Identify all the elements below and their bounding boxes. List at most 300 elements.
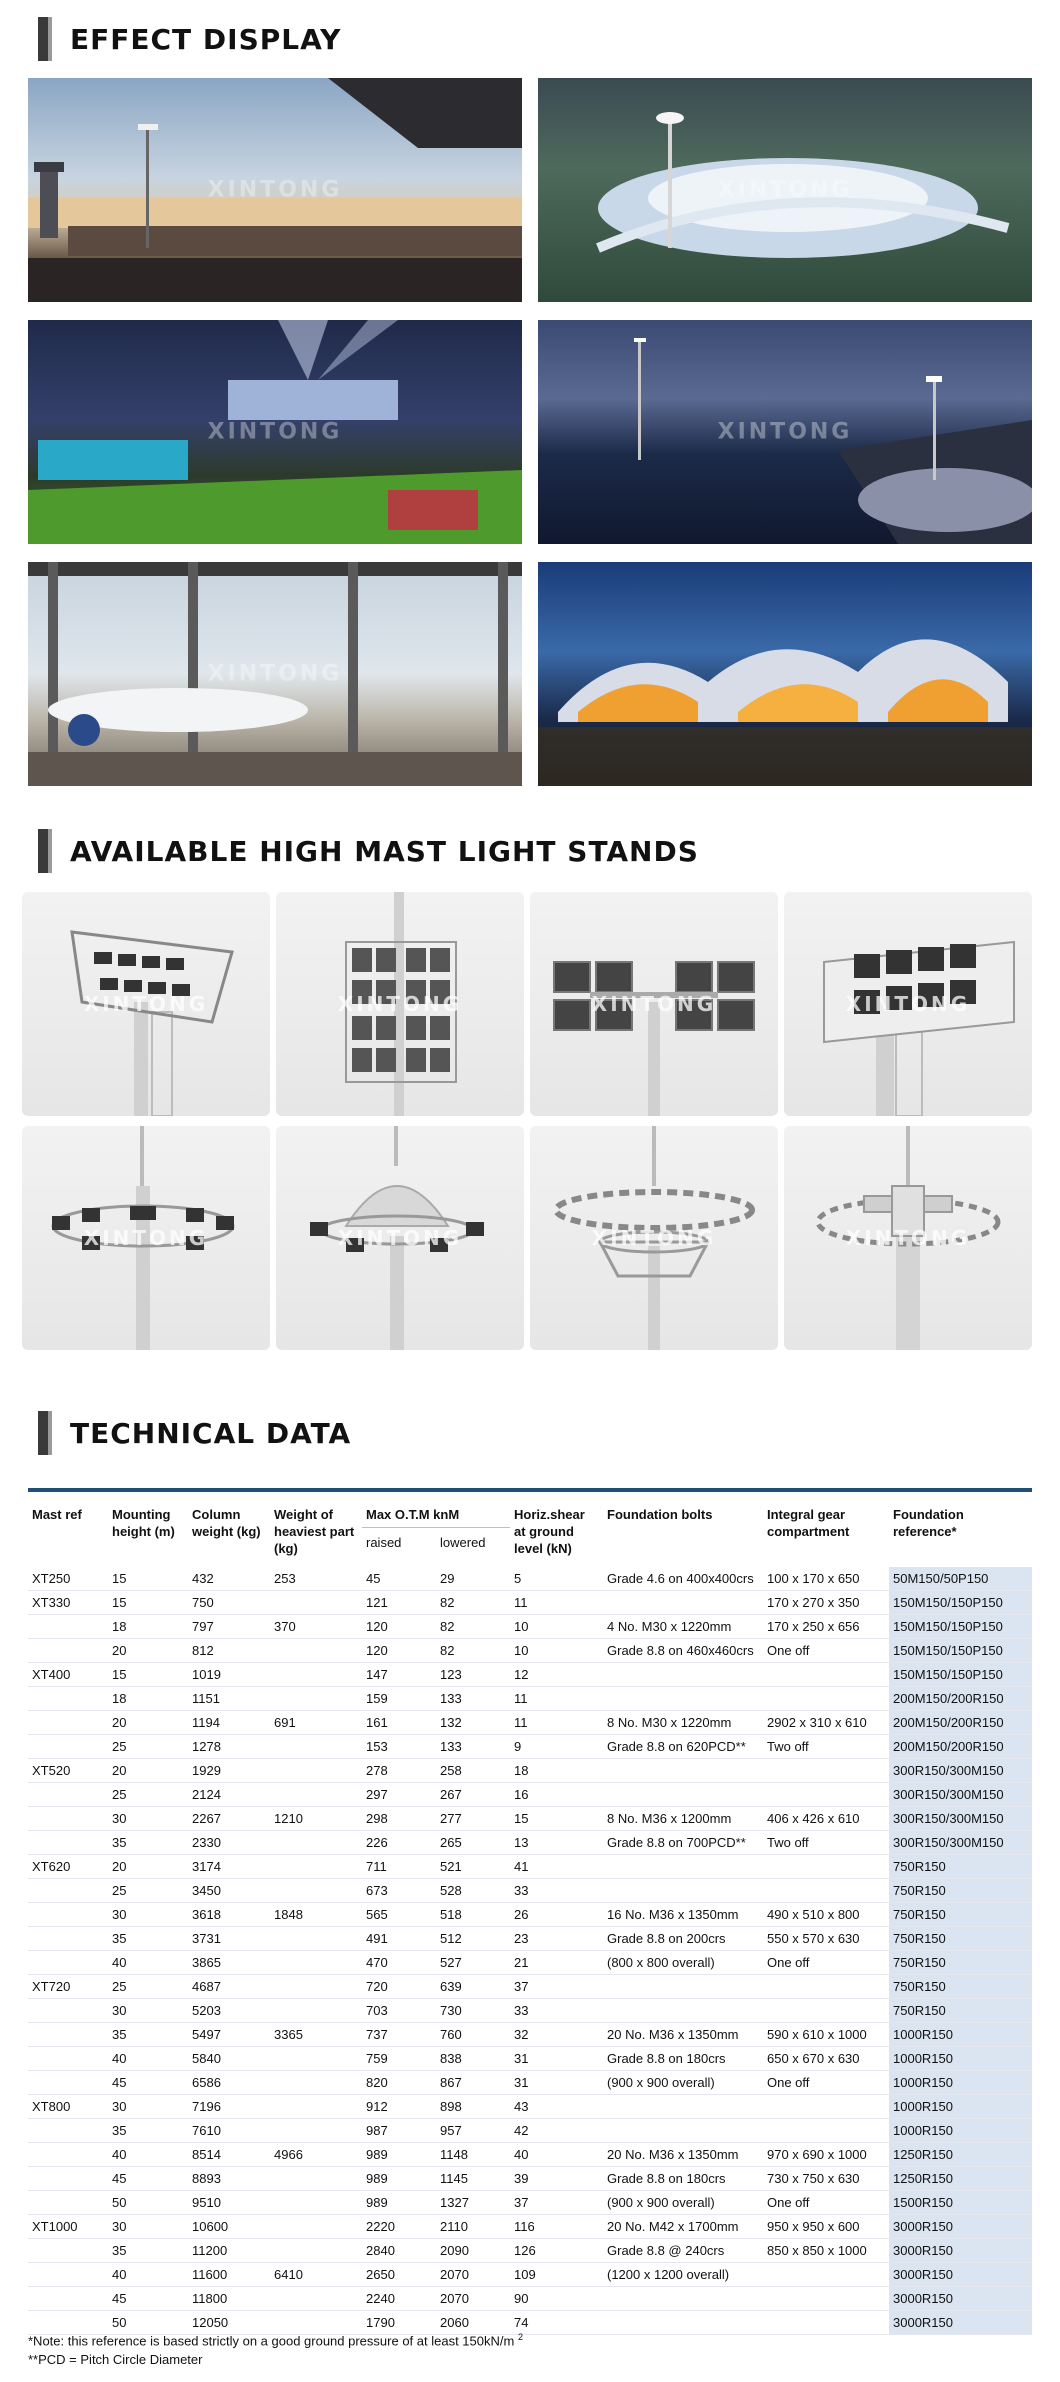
cell-r: 147 xyxy=(362,1663,436,1687)
cell-hp: 1848 xyxy=(270,1903,362,1927)
cell-f: 1000R150 xyxy=(889,2023,1032,2047)
cell-s: 116 xyxy=(510,2215,603,2239)
table-row xyxy=(28,1879,1032,1903)
cell-hp: 253 xyxy=(270,1567,362,1591)
cell-w: 9510 xyxy=(188,2191,270,2215)
cell-g: 650 x 670 x 630 xyxy=(763,2047,889,2071)
cell-s: 37 xyxy=(510,2191,603,2215)
cell-b: Grade 8.8 on 700PCD** xyxy=(603,1831,763,1855)
cell-l: 867 xyxy=(436,2071,510,2095)
stands-heading xyxy=(38,828,699,874)
stadium-aerial-photo xyxy=(538,78,1032,302)
cell-f: 3000R150 xyxy=(889,2287,1032,2311)
table-row xyxy=(28,2023,1032,2047)
cell-mast: XT720 xyxy=(28,1975,108,1999)
cell-h: 18 xyxy=(108,1687,188,1711)
table-row xyxy=(28,2287,1032,2311)
cell-r: 987 xyxy=(362,2119,436,2143)
header-raised: raised xyxy=(366,1535,402,1550)
cell-w: 5203 xyxy=(188,1999,270,2023)
cell-s: 43 xyxy=(510,2095,603,2119)
cell-b: 20 No. M36 x 1350mm xyxy=(603,2023,763,2047)
cell-s: 13 xyxy=(510,1831,603,1855)
cell-f: 3000R150 xyxy=(889,2311,1032,2335)
table-row xyxy=(28,1735,1032,1759)
cell-s: 31 xyxy=(510,2071,603,2095)
cell-w: 8893 xyxy=(188,2167,270,2191)
cell-mast xyxy=(28,2191,108,2215)
cell-w: 11600 xyxy=(188,2263,270,2287)
header-heaviest-part: Weight of heaviest part (kg) xyxy=(274,1507,355,1556)
table-row xyxy=(28,1903,1032,1927)
header-foundation-bolts: Foundation bolts xyxy=(607,1507,713,1522)
cell-f: 750R150 xyxy=(889,1951,1032,1975)
cell-l: 518 xyxy=(436,1903,510,1927)
cell-s: 12 xyxy=(510,1663,603,1687)
watermark-text: XINTONG xyxy=(845,1226,971,1250)
cell-r: 121 xyxy=(362,1591,436,1615)
cell-h: 15 xyxy=(108,1591,188,1615)
cell-f: 200M150/200R150 xyxy=(889,1735,1032,1759)
cell-mast: XT520 xyxy=(28,1759,108,1783)
cell-f: 3000R150 xyxy=(889,2263,1032,2287)
cell-w: 812 xyxy=(188,1639,270,1663)
table-row xyxy=(28,1711,1032,1735)
cell-mast: XT330 xyxy=(28,1591,108,1615)
tilted-rack-stand xyxy=(22,892,270,1116)
cell-g: Two off xyxy=(763,1831,889,1855)
cell-hp: 4966 xyxy=(270,2143,362,2167)
cross-ring-stand xyxy=(784,1126,1032,1350)
cell-hp xyxy=(270,2119,362,2143)
cell-g: One off xyxy=(763,2071,889,2095)
table-row xyxy=(28,1759,1032,1783)
effect-display-heading xyxy=(38,16,341,62)
cell-mast: XT620 xyxy=(28,1855,108,1879)
cell-h: 50 xyxy=(108,2191,188,2215)
cell-b: 20 No. M36 x 1350mm xyxy=(603,2143,763,2167)
cell-r: 1790 xyxy=(362,2311,436,2335)
cell-r: 565 xyxy=(362,1903,436,1927)
cell-mast xyxy=(28,2071,108,2095)
cell-h: 30 xyxy=(108,1903,188,1927)
cell-hp: 370 xyxy=(270,1615,362,1639)
table-notes xyxy=(28,2328,523,2369)
cell-w: 797 xyxy=(188,1615,270,1639)
cell-b: Grade 8.8 on 180crs xyxy=(603,2047,763,2071)
cell-r: 737 xyxy=(362,2023,436,2047)
cell-r: 673 xyxy=(362,1879,436,1903)
cell-w: 5840 xyxy=(188,2047,270,2071)
watermark-text: XINTONG xyxy=(591,1226,717,1250)
header-horiz-shear: Horiz.shear at ground level (kN) xyxy=(514,1507,585,1556)
cell-mast xyxy=(28,1783,108,1807)
cell-l: 760 xyxy=(436,2023,510,2047)
cell-w: 12050 xyxy=(188,2311,270,2335)
cell-w: 3174 xyxy=(188,1855,270,1879)
cell-mast: XT250 xyxy=(28,1567,108,1591)
cell-l: 1327 xyxy=(436,2191,510,2215)
cell-g: One off xyxy=(763,2191,889,2215)
cell-mast xyxy=(28,1879,108,1903)
note-superscript: 2 xyxy=(517,2332,523,2342)
cell-w: 7196 xyxy=(188,2095,270,2119)
table-row xyxy=(28,2215,1032,2239)
heading-bar xyxy=(38,17,48,61)
cell-f: 1000R150 xyxy=(889,2119,1032,2143)
cell-l: 267 xyxy=(436,1783,510,1807)
cell-h: 15 xyxy=(108,1663,188,1687)
cell-hp xyxy=(270,2215,362,2239)
stands-title: AVAILABLE HIGH MAST LIGHT STANDS xyxy=(70,834,699,868)
cell-h: 40 xyxy=(108,1951,188,1975)
cell-g xyxy=(763,1663,889,1687)
cell-s: 109 xyxy=(510,2263,603,2287)
table-body xyxy=(28,1567,1032,2335)
cell-f: 300R150/300M150 xyxy=(889,1807,1032,1831)
cell-hp: 691 xyxy=(270,1711,362,1735)
cell-hp xyxy=(270,1975,362,1999)
cell-f: 750R150 xyxy=(889,1903,1032,1927)
cell-g: One off xyxy=(763,1639,889,1663)
cell-h: 20 xyxy=(108,1855,188,1879)
cell-w: 3731 xyxy=(188,1927,270,1951)
cell-b xyxy=(603,1783,763,1807)
cell-g: 970 x 690 x 1000 xyxy=(763,2143,889,2167)
header-lowered: lowered xyxy=(440,1535,486,1550)
cell-mast xyxy=(28,2023,108,2047)
cell-w: 1278 xyxy=(188,1735,270,1759)
table-row xyxy=(28,1591,1032,1615)
cell-l: 527 xyxy=(436,1951,510,1975)
cell-g xyxy=(763,2263,889,2287)
cell-l: 2060 xyxy=(436,2311,510,2335)
cell-w: 432 xyxy=(188,1567,270,1591)
watermark-text: XINTONG xyxy=(83,1226,209,1250)
cell-s: 40 xyxy=(510,2143,603,2167)
harbor-dusk-photo xyxy=(538,320,1032,544)
cell-r: 989 xyxy=(362,2167,436,2191)
cell-b: Grade 8.8 on 460x460crs xyxy=(603,1639,763,1663)
cell-h: 25 xyxy=(108,1975,188,1999)
cell-f: 150M150/150P150 xyxy=(889,1639,1032,1663)
cell-hp xyxy=(270,1735,362,1759)
cell-s: 15 xyxy=(510,1807,603,1831)
cell-f: 750R150 xyxy=(889,1999,1032,2023)
cell-l: 2070 xyxy=(436,2287,510,2311)
watermark-text: XINTONG xyxy=(207,177,343,203)
cell-h: 45 xyxy=(108,2071,188,2095)
cell-h: 20 xyxy=(108,1711,188,1735)
cell-r: 278 xyxy=(362,1759,436,1783)
watermark-text: XINTONG xyxy=(207,661,343,687)
cell-w: 1194 xyxy=(188,1711,270,1735)
cell-h: 40 xyxy=(108,2143,188,2167)
cell-mast xyxy=(28,2119,108,2143)
watermark-text: XINTONG xyxy=(717,419,853,445)
cell-mast xyxy=(28,2239,108,2263)
cell-g: 850 x 850 x 1000 xyxy=(763,2239,889,2263)
cell-r: 298 xyxy=(362,1807,436,1831)
cell-l: 132 xyxy=(436,1711,510,1735)
cell-h: 25 xyxy=(108,1783,188,1807)
cell-mast xyxy=(28,2143,108,2167)
cell-mast xyxy=(28,1807,108,1831)
watermark-text: XINTONG xyxy=(717,177,853,203)
cell-g: 550 x 570 x 630 xyxy=(763,1927,889,1951)
cell-r: 159 xyxy=(362,1687,436,1711)
cell-b: Grade 4.6 on 400x400crs xyxy=(603,1567,763,1591)
cell-hp xyxy=(270,2287,362,2311)
cell-hp xyxy=(270,1831,362,1855)
cell-h: 20 xyxy=(108,1759,188,1783)
cell-h: 20 xyxy=(108,1639,188,1663)
cell-mast xyxy=(28,2263,108,2287)
cell-w: 1929 xyxy=(188,1759,270,1783)
cell-b: Grade 8.8 @ 240crs xyxy=(603,2239,763,2263)
cell-h: 18 xyxy=(108,1615,188,1639)
cell-hp xyxy=(270,2095,362,2119)
cell-b xyxy=(603,1879,763,1903)
cell-b: Grade 8.8 on 620PCD** xyxy=(603,1735,763,1759)
cell-mast xyxy=(28,1999,108,2023)
cell-hp xyxy=(270,1999,362,2023)
table-row xyxy=(28,1927,1032,1951)
table-row xyxy=(28,1615,1032,1639)
cell-b xyxy=(603,1591,763,1615)
header-mounting-height: Mounting height (m) xyxy=(112,1507,175,1539)
cell-s: 18 xyxy=(510,1759,603,1783)
table-row xyxy=(28,2239,1032,2263)
cell-f: 150M150/150P150 xyxy=(889,1591,1032,1615)
cell-s: 41 xyxy=(510,1855,603,1879)
cell-r: 989 xyxy=(362,2143,436,2167)
cell-mast xyxy=(28,1951,108,1975)
cell-h: 35 xyxy=(108,2119,188,2143)
note-pcd: **PCD = Pitch Circle Diameter xyxy=(28,2352,203,2368)
cell-l: 258 xyxy=(436,1759,510,1783)
cell-w: 1151 xyxy=(188,1687,270,1711)
table-row xyxy=(28,2047,1032,2071)
cell-b: 16 No. M36 x 1350mm xyxy=(603,1903,763,1927)
cell-hp xyxy=(270,2047,362,2071)
cell-g xyxy=(763,2095,889,2119)
cell-g: 490 x 510 x 800 xyxy=(763,1903,889,1927)
cell-b xyxy=(603,1687,763,1711)
cell-l: 730 xyxy=(436,1999,510,2023)
cell-l: 957 xyxy=(436,2119,510,2143)
heading-bar xyxy=(38,1411,48,1455)
cell-f: 300R150/300M150 xyxy=(889,1831,1032,1855)
cell-hp xyxy=(270,1927,362,1951)
cell-w: 10600 xyxy=(188,2215,270,2239)
cell-w: 2124 xyxy=(188,1783,270,1807)
cell-r: 470 xyxy=(362,1951,436,1975)
cell-g xyxy=(763,2311,889,2335)
cell-hp: 1210 xyxy=(270,1807,362,1831)
cell-g: 406 x 426 x 610 xyxy=(763,1807,889,1831)
cell-l: 838 xyxy=(436,2047,510,2071)
cell-b: (800 x 800 overall) xyxy=(603,1951,763,1975)
cell-mast xyxy=(28,1927,108,1951)
cell-r: 711 xyxy=(362,1855,436,1879)
cell-r: 2220 xyxy=(362,2215,436,2239)
note-ground-pressure xyxy=(28,2328,523,2350)
cell-f: 1000R150 xyxy=(889,2047,1032,2071)
cell-r: 820 xyxy=(362,2071,436,2095)
angled-panel-stand xyxy=(784,892,1032,1116)
quad-flood-stand xyxy=(530,892,778,1116)
watermark-text: XINTONG xyxy=(337,1226,463,1250)
table-row xyxy=(28,2071,1032,2095)
cell-l: 528 xyxy=(436,1879,510,1903)
cell-l: 82 xyxy=(436,1615,510,1639)
cell-g xyxy=(763,1855,889,1879)
cell-f: 1000R150 xyxy=(889,2095,1032,2119)
cell-b: (900 x 900 overall) xyxy=(603,2071,763,2095)
cell-mast xyxy=(28,1639,108,1663)
cell-b xyxy=(603,2119,763,2143)
cell-f: 300R150/300M150 xyxy=(889,1759,1032,1783)
table-row xyxy=(28,1855,1032,1879)
cell-w: 3618 xyxy=(188,1903,270,1927)
cell-b: 8 No. M30 x 1220mm xyxy=(603,1711,763,1735)
cell-r: 226 xyxy=(362,1831,436,1855)
cell-g: 590 x 610 x 1000 xyxy=(763,2023,889,2047)
cell-f: 150M150/150P150 xyxy=(889,1615,1032,1639)
cell-h: 25 xyxy=(108,1735,188,1759)
cell-s: 9 xyxy=(510,1735,603,1759)
cell-b xyxy=(603,2311,763,2335)
cell-l: 133 xyxy=(436,1735,510,1759)
cell-h: 45 xyxy=(108,2167,188,2191)
cell-l: 1145 xyxy=(436,2167,510,2191)
cell-s: 39 xyxy=(510,2167,603,2191)
table-row xyxy=(28,1639,1032,1663)
cell-w: 1019 xyxy=(188,1663,270,1687)
cell-w: 5497 xyxy=(188,2023,270,2047)
cell-l: 82 xyxy=(436,1639,510,1663)
cell-mast xyxy=(28,1831,108,1855)
cell-mast xyxy=(28,1903,108,1927)
cell-g xyxy=(763,1999,889,2023)
cell-w: 7610 xyxy=(188,2119,270,2143)
cell-g xyxy=(763,1783,889,1807)
airport-window-photo xyxy=(28,562,522,786)
cell-mast xyxy=(28,1735,108,1759)
football-field-night-photo xyxy=(28,320,522,544)
cell-g: Two off xyxy=(763,1735,889,1759)
cell-r: 491 xyxy=(362,1927,436,1951)
cell-mast xyxy=(28,2167,108,2191)
cell-s: 37 xyxy=(510,1975,603,1999)
table-row xyxy=(28,1783,1032,1807)
cell-b xyxy=(603,1999,763,2023)
cell-g: 170 x 250 x 656 xyxy=(763,1615,889,1639)
cell-hp xyxy=(270,2071,362,2095)
cell-r: 2840 xyxy=(362,2239,436,2263)
watermark-text: XINTONG xyxy=(83,992,209,1016)
cell-f: 1000R150 xyxy=(889,2071,1032,2095)
cell-h: 40 xyxy=(108,2263,188,2287)
cell-hp xyxy=(270,1879,362,1903)
cell-g xyxy=(763,1759,889,1783)
cell-f: 3000R150 xyxy=(889,2215,1032,2239)
cell-hp xyxy=(270,1855,362,1879)
cell-w: 11200 xyxy=(188,2239,270,2263)
cell-l: 277 xyxy=(436,1807,510,1831)
cell-b: 8 No. M36 x 1200mm xyxy=(603,1807,763,1831)
cell-w: 2267 xyxy=(188,1807,270,1831)
cell-mast: XT400 xyxy=(28,1663,108,1687)
double-ring-stand xyxy=(530,1126,778,1350)
tech-data-title: TECHNICAL DATA xyxy=(70,1416,352,1450)
table-row xyxy=(28,2167,1032,2191)
cell-r: 297 xyxy=(362,1783,436,1807)
cell-b: Grade 8.8 on 180crs xyxy=(603,2167,763,2191)
cell-w: 4687 xyxy=(188,1975,270,1999)
cell-l: 133 xyxy=(436,1687,510,1711)
cell-w: 750 xyxy=(188,1591,270,1615)
cell-f: 200M150/200R150 xyxy=(889,1711,1032,1735)
cell-r: 912 xyxy=(362,2095,436,2119)
ring-flood-stand xyxy=(22,1126,270,1350)
watermark-text: XINTONG xyxy=(337,992,463,1016)
cell-b: Grade 8.8 on 200crs xyxy=(603,1927,763,1951)
cell-r: 120 xyxy=(362,1615,436,1639)
cell-hp xyxy=(270,1951,362,1975)
cell-w: 8514 xyxy=(188,2143,270,2167)
cell-mast xyxy=(28,1687,108,1711)
cell-s: 33 xyxy=(510,1879,603,1903)
cell-f: 3000R150 xyxy=(889,2239,1032,2263)
cell-hp: 6410 xyxy=(270,2263,362,2287)
cell-hp xyxy=(270,1639,362,1663)
cell-hp xyxy=(270,1591,362,1615)
cell-l: 2110 xyxy=(436,2215,510,2239)
table-row xyxy=(28,1663,1032,1687)
cell-hp: 3365 xyxy=(270,2023,362,2047)
cell-h: 35 xyxy=(108,1927,188,1951)
cell-b: (1200 x 1200 overall) xyxy=(603,2263,763,2287)
cell-s: 26 xyxy=(510,1903,603,1927)
cell-b xyxy=(603,1663,763,1687)
cell-l: 512 xyxy=(436,1927,510,1951)
cell-s: 31 xyxy=(510,2047,603,2071)
table-row xyxy=(28,2191,1032,2215)
cell-l: 898 xyxy=(436,2095,510,2119)
cell-s: 10 xyxy=(510,1639,603,1663)
cell-h: 35 xyxy=(108,2239,188,2263)
cell-r: 2650 xyxy=(362,2263,436,2287)
cell-s: 23 xyxy=(510,1927,603,1951)
cell-h: 35 xyxy=(108,2023,188,2047)
cell-l: 2090 xyxy=(436,2239,510,2263)
cell-h: 35 xyxy=(108,1831,188,1855)
cell-s: 42 xyxy=(510,2119,603,2143)
cell-r: 703 xyxy=(362,1999,436,2023)
cell-hp xyxy=(270,1783,362,1807)
header-max-otm: Max O.T.M knM xyxy=(362,1492,510,1528)
cell-hp xyxy=(270,1687,362,1711)
cell-h: 45 xyxy=(108,2287,188,2311)
cell-r: 161 xyxy=(362,1711,436,1735)
watermark-text: XINTONG xyxy=(845,992,971,1016)
cell-h: 50 xyxy=(108,2311,188,2335)
cell-r: 759 xyxy=(362,2047,436,2071)
cell-g: 100 x 170 x 650 xyxy=(763,1567,889,1591)
cell-hp xyxy=(270,2191,362,2215)
